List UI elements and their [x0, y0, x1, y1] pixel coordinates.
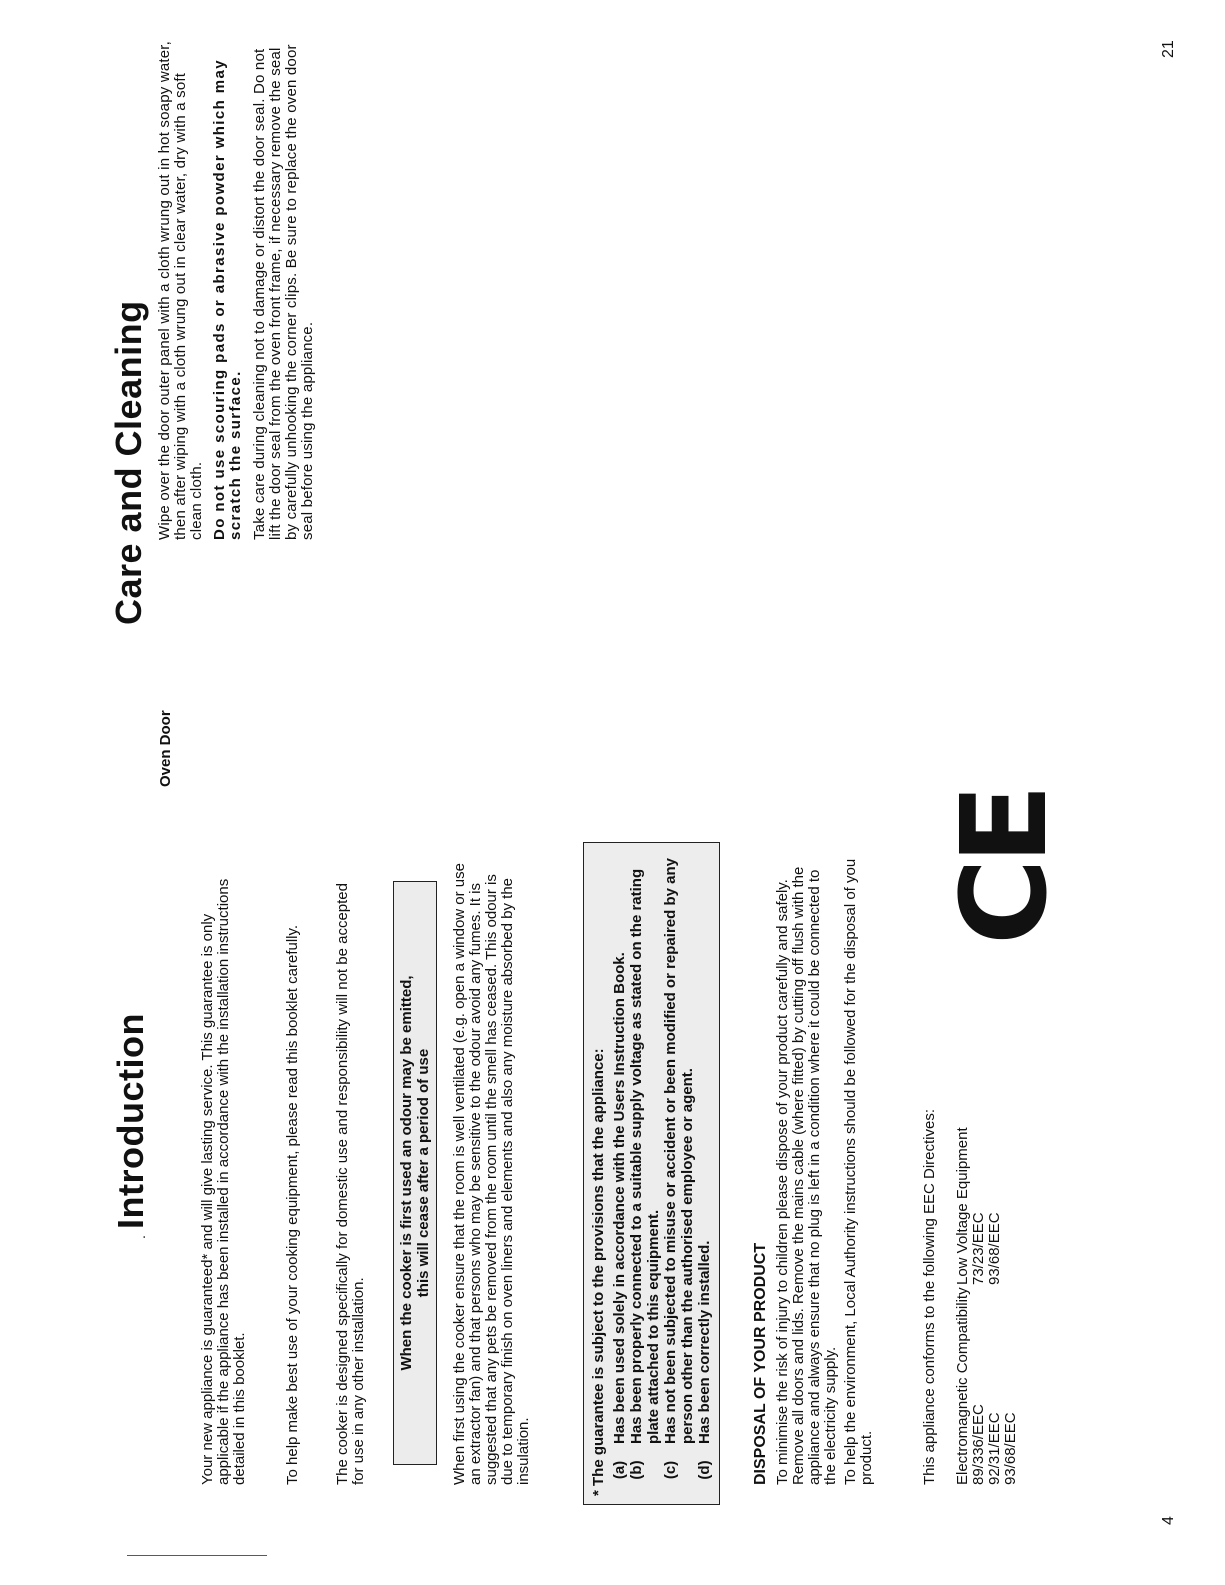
- page-number-left: 4: [1160, 1516, 1177, 1525]
- guarantee-item-label: (c): [662, 1460, 679, 1480]
- ce-mark: CE: [935, 789, 1073, 945]
- best-use-paragraph: To help make best use of your cooking equipment, please read this booklet carefully.: [284, 924, 301, 1485]
- guarantee-item-label: (d): [696, 1460, 713, 1480]
- guarantee-paragraph: Your new appliance is guaranteed* and will give lasting service. This guarantee is only applicable if the appliance has been installed in accordance with the installation instructions detailed in this booklet.: [199, 878, 248, 1485]
- stray-dot: .: [132, 1235, 148, 1239]
- oven-door-label: Oven Door: [157, 710, 174, 787]
- guarantee-item-text: Has been correctly installed.: [696, 1240, 713, 1444]
- directive-line: 89/336/EEC: [970, 1404, 987, 1485]
- directive-line: Low Voltage Equipment: [954, 1127, 971, 1285]
- guarantee-item-a: [611, 851, 628, 1496]
- guarantee-provisions-intro: * The guarantee is subject to the provisions that the appliance:: [590, 1048, 607, 1496]
- domestic-use-paragraph: The cooker is designed specifically for domestic use and responsibility will not be accepted for use in any other installation.: [334, 883, 367, 1485]
- guarantee-item-text: Has not been subjected to misuse or accident or been modified or repaired by any person other than the authorised employee or agent.: [662, 858, 696, 1444]
- directives-table: [955, 1085, 1019, 1485]
- directive-line: 93/68/EEC: [1002, 1412, 1019, 1485]
- directives-column-lve: [955, 1085, 1019, 1285]
- directive-line: Electromagnetic Compatibility: [954, 1287, 971, 1485]
- disposal-paragraph-2: To help the environment, Local Authority instructions should be followed for the disposal of you product.: [842, 858, 875, 1485]
- door-seal-paragraph: Take care during cleaning not to damage or distort the door seal. Do not lift the door seal from the oven front frame, if necessary remove the seal by carefully unhooking the corner clips. Be sure to replace the oven door seal before using the appliance.: [251, 44, 316, 540]
- introduction-title: Introduction: [110, 1013, 151, 1229]
- directive-line: 93/68/EEC: [986, 1212, 1003, 1285]
- guarantee-item-text: Has been used solely in accordance with the Users Instruction Book.: [611, 952, 628, 1444]
- ventilation-paragraph: When first using the cooker ensure that the room is well ventilated (e.g. open a window or use an extractor fan) and that persons who may be sensitive to the odour avoid any fumes. It is suggested that any pets be removed from the room until the smell has ceased. This odour is due to temporary finish on oven liners and elements and also any moisture absorbed by the insulation.: [451, 863, 532, 1485]
- page-number-right: 21: [1160, 40, 1177, 58]
- guarantee-item-text: Has been properly connected to a suitable supply voltage as stated on the rating plate attached to this equipment.: [628, 868, 662, 1444]
- odour-notice-line1: When the cooker is first used an odour may be emitted,: [398, 975, 415, 1371]
- guarantee-provisions-box: [583, 842, 720, 1505]
- disposal-paragraph-1: To minimise the risk of injury to children please dispose of your product carefully and safely. Remove all doors and lids. Remove the mains cable (where fitted) by cutting off flush with the appliance and always ensure that no plug is left in a condition where it could be connected to the electricity supply.: [774, 866, 839, 1485]
- disposal-title: DISPOSAL OF YOUR PRODUCT: [752, 1242, 769, 1485]
- scouring-warning: Do not use scouring pads or abrasive powder which may scratch the surface.: [211, 59, 244, 540]
- guarantee-item-c: [662, 851, 696, 1496]
- care-cleaning-title: Care and Cleaning: [108, 300, 149, 625]
- odour-notice-box: [393, 881, 437, 1465]
- link-underline: [127, 1555, 267, 1556]
- directive-line: 73/23/EEC: [970, 1212, 987, 1285]
- guarantee-item-b: [628, 851, 662, 1496]
- guarantee-item-label: (a): [611, 1460, 628, 1480]
- guarantee-item-d: [696, 851, 713, 1496]
- odour-notice-line2: this will cease after a period of use: [415, 1048, 432, 1298]
- directive-line: 92/31/EEC: [986, 1412, 1003, 1485]
- guarantee-provisions-list: [611, 851, 713, 1496]
- wipe-paragraph: Wipe over the door outer panel with a cloth wrung out in hot soapy water, then after wiping with a cloth wrung out in clear water, dry with a soft clean cloth.: [156, 40, 205, 540]
- page-introduction: [0, 789, 1225, 1585]
- directives-intro: This appliance conforms to the following EEC Directives:: [921, 1109, 938, 1485]
- guarantee-item-label: (b): [628, 1460, 645, 1480]
- directives-column-emc: [955, 1285, 1019, 1485]
